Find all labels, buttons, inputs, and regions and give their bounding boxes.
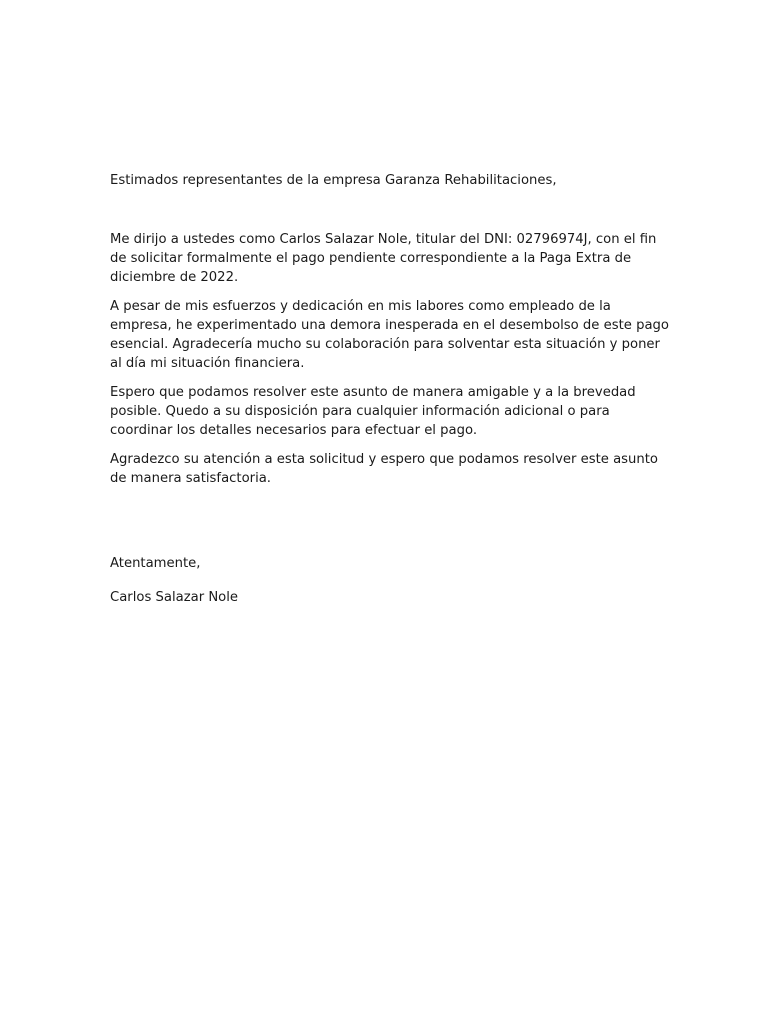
letter-signature: Carlos Salazar Nole — [110, 590, 239, 605]
letter-paragraph-4: Agradezco su atención a esta solicitud y espero que podamos resolver este asunto de manera satisfactoria. — [110, 452, 658, 486]
letter-body — [110, 171, 670, 607]
letter-closing: Atentamente, — [110, 556, 201, 571]
letter-paragraph-3: Espero que podamos resolver este asunto de manera amigable y a la brevedad posible. Quedo a su disposición para cualquier información adicional o para coordinar los detalles necesarios para efectuar el pago. — [110, 385, 636, 438]
letter-paragraph-2: A pesar de mis esfuerzos y dedicación en mis labores como empleado de la empresa, he experimentado una demora inesperada en el desembolso de este pago esencial. Agradecería mucho su colaboración para solventar esta situación y poner al día mi situación financiera. — [110, 299, 669, 371]
letter-salutation: Estimados representantes de la empresa Garanza Rehabilitaciones, — [110, 173, 557, 188]
letter-paragraph-1: Me dirijo a ustedes como Carlos Salazar Nole, titular del DNI: 02796974J, con el fin de solicitar formalmente el pago pendiente correspondiente a la Paga Extra de diciembre de 2022. — [110, 232, 657, 285]
